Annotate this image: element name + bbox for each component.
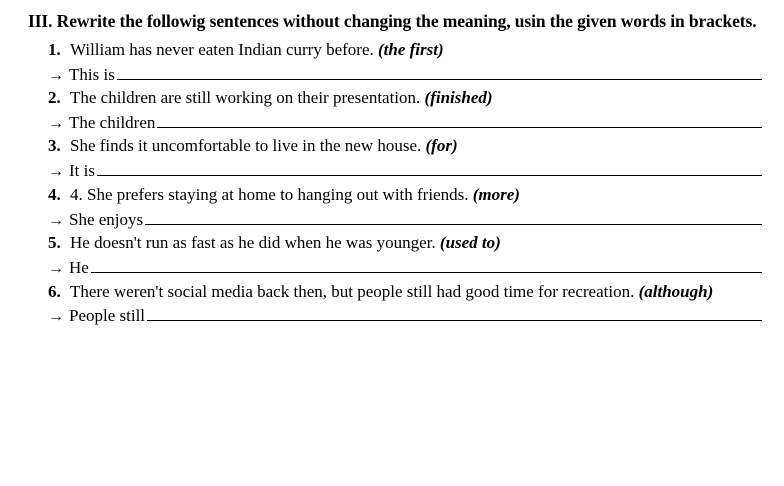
answer-prefix: This is [69,64,115,84]
question-line [28,135,762,158]
arrow-icon: → [48,66,64,84]
question-cue: (the first) [378,39,444,59]
question-cue: (finished) [424,88,493,108]
question-sentence: She finds it uncomfortable to live in the new house. [70,136,422,156]
answer-line [28,207,762,231]
answer-blank[interactable] [147,304,762,321]
question-line [28,184,762,207]
answer-prefix: It is [69,161,95,181]
question-cue: (used to) [439,233,501,253]
answer-prefix: He [69,257,89,277]
question-sentence: The children are still working on their presentation. [70,88,421,108]
question-line [28,87,762,110]
question-sentence: There weren't social media back then, but people still had good time for recreation. [70,281,635,301]
list-item [28,184,762,231]
answer-blank[interactable] [117,62,762,79]
question-number: 5. [48,233,61,253]
question-number: 1. [48,39,61,59]
answer-line [28,62,762,86]
answer-line [28,256,762,280]
question-text [70,232,762,255]
list-item [28,87,762,134]
answer-prefix: The children [69,112,156,132]
question-text [70,87,762,110]
answer-blank[interactable] [145,207,762,224]
list-item [28,39,762,86]
question-number: 4. [48,184,61,204]
question-number: 6. [48,281,61,301]
question-text [70,281,762,304]
question-cue: (more) [472,184,520,204]
question-number: 2. [48,88,61,108]
question-cue: (for) [425,136,458,156]
list-item [28,135,762,182]
list-item [28,232,762,279]
arrow-icon: → [48,211,64,229]
question-line [28,39,762,62]
question-sentence: William has never eaten Indian curry before. [70,39,374,59]
question-number: 3. [48,136,61,156]
answer-blank[interactable] [97,159,762,176]
answer-prefix: She enjoys [69,209,144,229]
answer-line [28,111,762,135]
answer-line [28,159,762,183]
arrow-icon: → [48,163,64,181]
question-sentence: 4. She prefers staying at home to hanging out with friends. [70,184,469,204]
list-item [28,281,762,328]
answer-line [28,304,762,328]
question-text [70,135,762,158]
answer-prefix: People still [69,306,146,326]
question-text [70,39,762,62]
arrow-icon: → [48,259,64,277]
question-cue: (although) [638,281,714,301]
question-sentence: He doesn't run as fast as he did when he was younger. [70,233,436,253]
arrow-icon: → [48,308,64,326]
question-line [28,232,762,255]
exercise-list [28,39,762,328]
question-text [70,184,762,207]
answer-blank[interactable] [91,256,762,273]
question-line [28,281,762,304]
answer-blank[interactable] [157,111,762,128]
arrow-icon: → [48,114,64,132]
page-title: III. Rewrite the followig sentences without changing the meaning, usin the given words in brackets. [28,11,757,31]
